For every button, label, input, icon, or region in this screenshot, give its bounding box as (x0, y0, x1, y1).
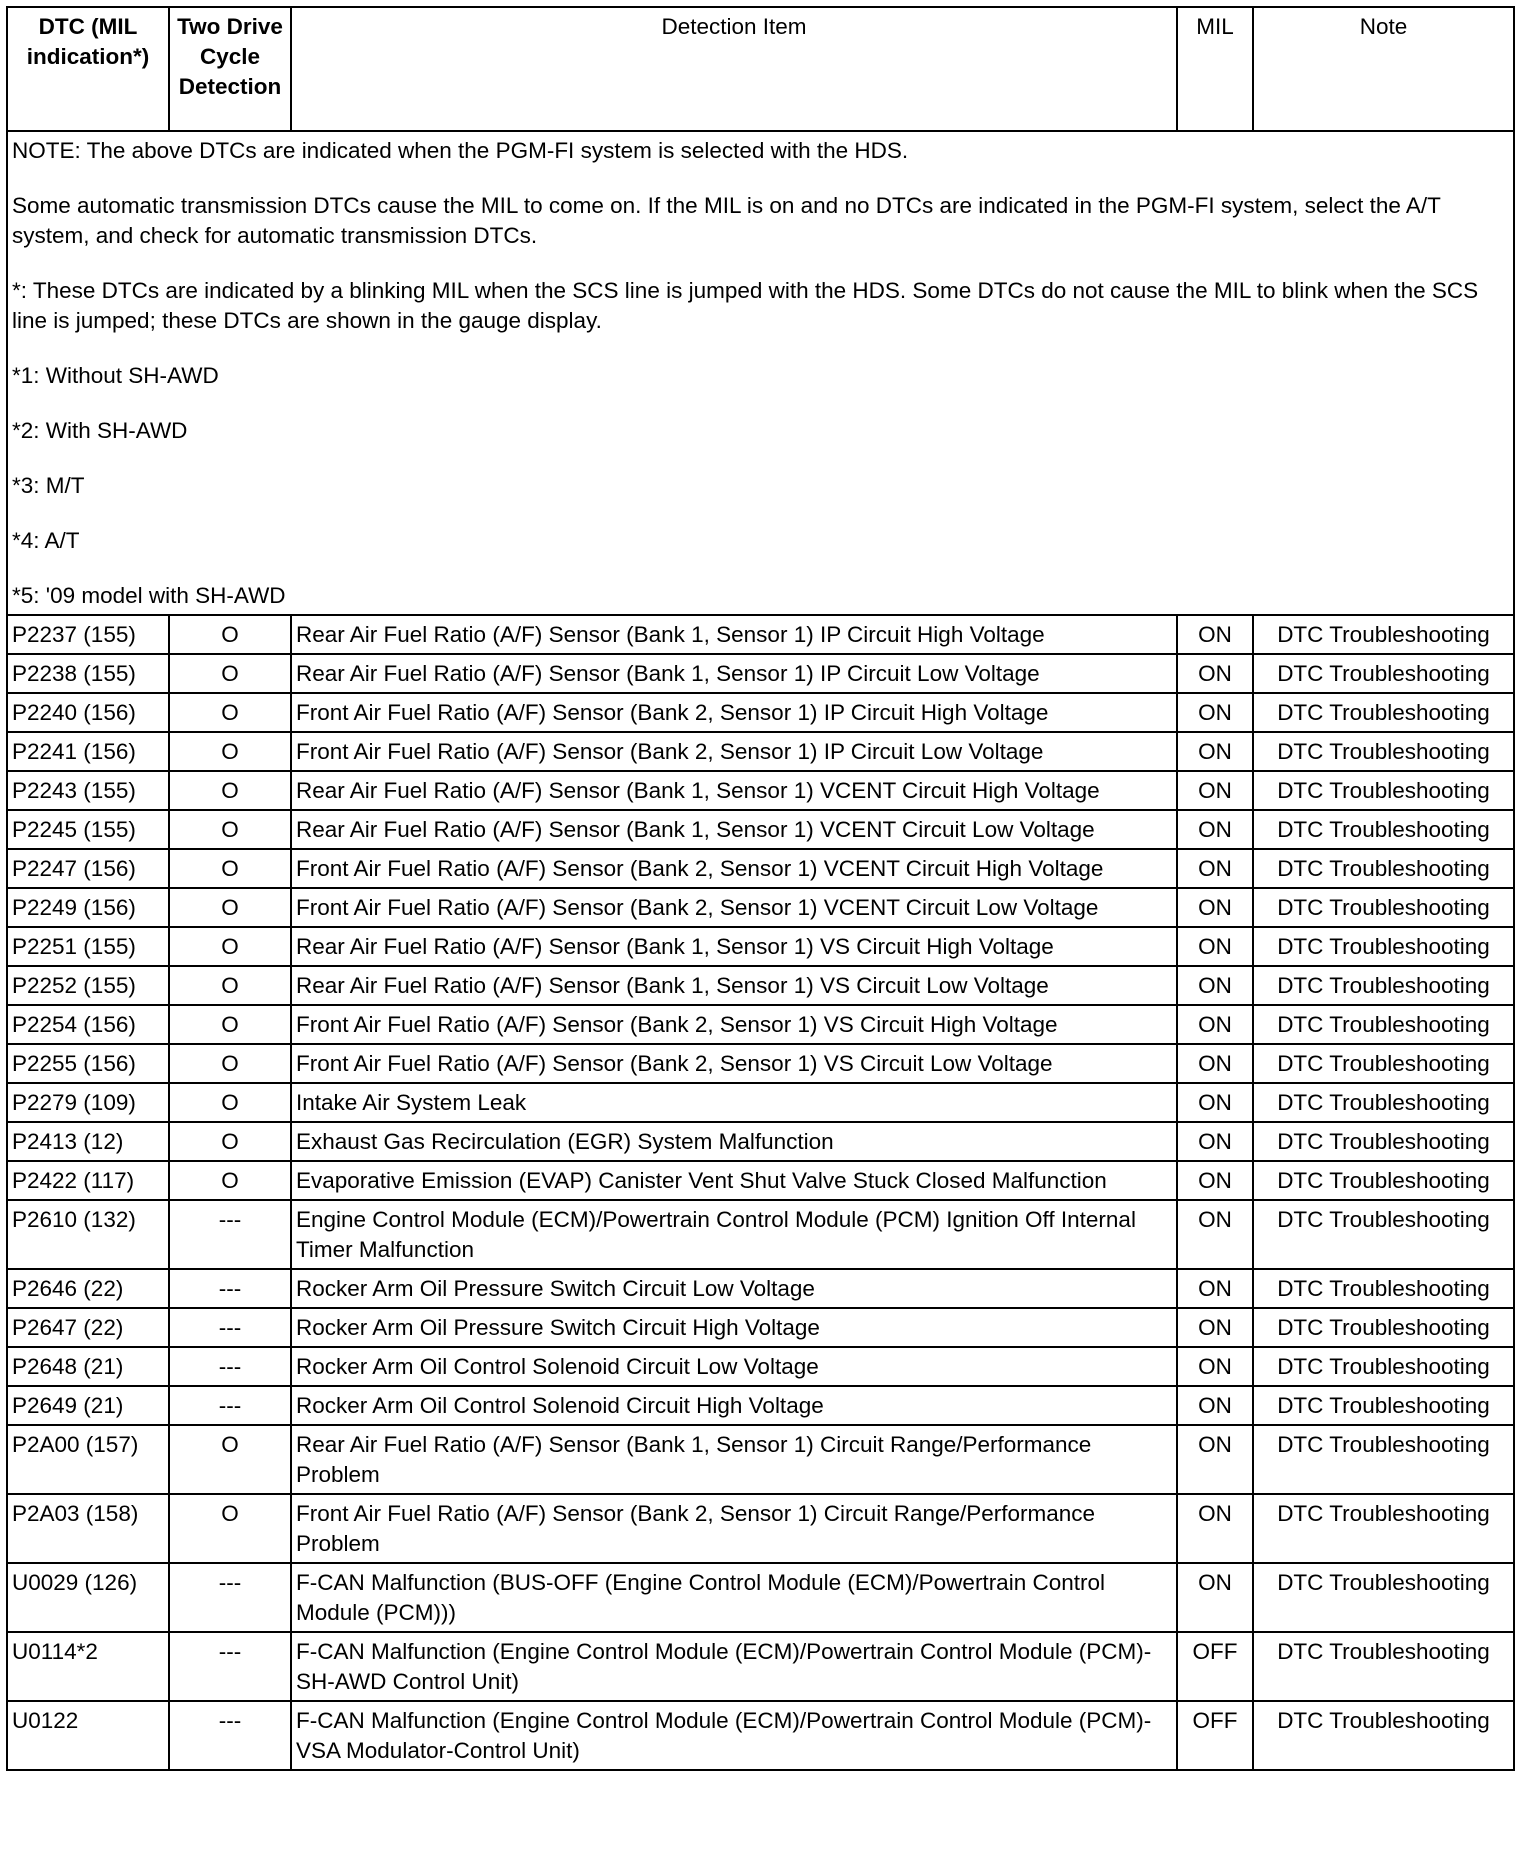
header-detection-item: Detection Item (291, 7, 1177, 131)
table-row (7, 771, 1514, 810)
detection-item-cell: Front Air Fuel Ratio (A/F) Sensor (Bank 2, Sensor 1) VS Circuit High Voltage (291, 1005, 1177, 1044)
detection-item-cell: Rear Air Fuel Ratio (A/F) Sensor (Bank 1, Sensor 1) VCENT Circuit High Voltage (291, 771, 1177, 810)
dtc-code-cell: U0114*2 (7, 1632, 169, 1701)
detection-item-cell: Front Air Fuel Ratio (A/F) Sensor (Bank 2, Sensor 1) IP Circuit High Voltage (291, 693, 1177, 732)
detection-item-cell: Front Air Fuel Ratio (A/F) Sensor (Bank 2, Sensor 1) IP Circuit Low Voltage (291, 732, 1177, 771)
mil-cell: ON (1177, 927, 1253, 966)
mil-cell: ON (1177, 1425, 1253, 1494)
dtc-code-cell: P2A00 (157) (7, 1425, 169, 1494)
table-row (7, 888, 1514, 927)
note-cell[interactable]: DTC Troubleshooting (1253, 810, 1514, 849)
table-row (7, 1347, 1514, 1386)
table-header-row (7, 7, 1514, 131)
note-cell[interactable]: DTC Troubleshooting (1253, 1701, 1514, 1770)
detection-item-cell: F-CAN Malfunction (Engine Control Module (ECM)/Powertrain Control Module (PCM)-VSA Modulator-Control Unit) (291, 1701, 1177, 1770)
two-drive-cycle-cell: --- (169, 1386, 291, 1425)
detection-item-cell: Engine Control Module (ECM)/Powertrain Control Module (PCM) Ignition Off Internal Timer Malfunction (291, 1200, 1177, 1269)
mil-cell: ON (1177, 732, 1253, 771)
two-drive-cycle-cell: O (169, 1122, 291, 1161)
two-drive-cycle-cell: --- (169, 1308, 291, 1347)
dtc-code-cell: P2646 (22) (7, 1269, 169, 1308)
dtc-code-cell: P2255 (156) (7, 1044, 169, 1083)
note-cell[interactable]: DTC Troubleshooting (1253, 771, 1514, 810)
header-note: Note (1253, 7, 1514, 131)
detection-item-cell: F-CAN Malfunction (BUS-OFF (Engine Control Module (ECM)/Powertrain Control Module (PCM))) (291, 1563, 1177, 1632)
table-row (7, 1044, 1514, 1083)
dtc-code-cell: P2237 (155) (7, 615, 169, 654)
two-drive-cycle-cell: O (169, 849, 291, 888)
note-cell[interactable]: DTC Troubleshooting (1253, 1122, 1514, 1161)
mil-cell: ON (1177, 1200, 1253, 1269)
dtc-code-cell: P2413 (12) (7, 1122, 169, 1161)
detection-item-cell: Rear Air Fuel Ratio (A/F) Sensor (Bank 1, Sensor 1) IP Circuit Low Voltage (291, 654, 1177, 693)
dtc-code-cell: P2238 (155) (7, 654, 169, 693)
mil-cell: ON (1177, 1347, 1253, 1386)
note-cell[interactable]: DTC Troubleshooting (1253, 693, 1514, 732)
note-cell[interactable]: DTC Troubleshooting (1253, 1005, 1514, 1044)
dtc-code-cell: P2247 (156) (7, 849, 169, 888)
dtc-code-cell: U0029 (126) (7, 1563, 169, 1632)
two-drive-cycle-cell: O (169, 615, 291, 654)
mil-cell: ON (1177, 1563, 1253, 1632)
table-row (7, 1632, 1514, 1701)
note-cell[interactable]: DTC Troubleshooting (1253, 888, 1514, 927)
note-cell[interactable]: DTC Troubleshooting (1253, 654, 1514, 693)
table-row (7, 966, 1514, 1005)
table-row (7, 1269, 1514, 1308)
note-cell[interactable]: DTC Troubleshooting (1253, 1563, 1514, 1632)
note-cell[interactable]: DTC Troubleshooting (1253, 1494, 1514, 1563)
mil-cell: OFF (1177, 1701, 1253, 1770)
mil-cell: ON (1177, 810, 1253, 849)
header-dtc: DTC (MIL indication*) (7, 7, 169, 131)
two-drive-cycle-cell: O (169, 1161, 291, 1200)
note-cell[interactable]: DTC Troubleshooting (1253, 849, 1514, 888)
note-paragraph: *: These DTCs are indicated by a blinking MIL when the SCS line is jumped with the HDS. Some DTCs do not cause the MIL to blink when the SCS line is jumped; these DTCs are shown in the gauge display. (12, 278, 1479, 333)
note-paragraph: *2: With SH-AWD (12, 418, 188, 443)
table-row (7, 1083, 1514, 1122)
note-paragraph: *4: A/T (12, 528, 80, 553)
two-drive-cycle-cell: O (169, 1044, 291, 1083)
table-row (7, 1425, 1514, 1494)
dtc-code-cell: P2610 (132) (7, 1200, 169, 1269)
mil-cell: ON (1177, 1269, 1253, 1308)
detection-item-cell: Rear Air Fuel Ratio (A/F) Sensor (Bank 1, Sensor 1) VS Circuit High Voltage (291, 927, 1177, 966)
dtc-code-cell: P2245 (155) (7, 810, 169, 849)
table-row (7, 1494, 1514, 1563)
two-drive-cycle-cell: O (169, 1005, 291, 1044)
note-cell[interactable]: DTC Troubleshooting (1253, 1161, 1514, 1200)
detection-item-cell: Rear Air Fuel Ratio (A/F) Sensor (Bank 1, Sensor 1) VS Circuit Low Voltage (291, 966, 1177, 1005)
document-page (6, 6, 1513, 1771)
note-cell[interactable]: DTC Troubleshooting (1253, 1386, 1514, 1425)
two-drive-cycle-cell: O (169, 1083, 291, 1122)
two-drive-cycle-cell: O (169, 810, 291, 849)
mil-cell: ON (1177, 1005, 1253, 1044)
two-drive-cycle-cell: O (169, 1494, 291, 1563)
two-drive-cycle-cell: O (169, 966, 291, 1005)
detection-item-cell: Rear Air Fuel Ratio (A/F) Sensor (Bank 1, Sensor 1) Circuit Range/Performance Problem (291, 1425, 1177, 1494)
table-row (7, 927, 1514, 966)
two-drive-cycle-cell: --- (169, 1269, 291, 1308)
detection-item-cell: Rocker Arm Oil Control Solenoid Circuit Low Voltage (291, 1347, 1177, 1386)
dtc-code-cell: P2241 (156) (7, 732, 169, 771)
mil-cell: ON (1177, 1161, 1253, 1200)
dtc-code-cell: P2249 (156) (7, 888, 169, 927)
detection-item-cell: Rear Air Fuel Ratio (A/F) Sensor (Bank 1, Sensor 1) IP Circuit High Voltage (291, 615, 1177, 654)
two-drive-cycle-cell: O (169, 927, 291, 966)
detection-item-cell: Front Air Fuel Ratio (A/F) Sensor (Bank 2, Sensor 1) VS Circuit Low Voltage (291, 1044, 1177, 1083)
note-paragraph: *3: M/T (12, 473, 85, 498)
mil-cell: ON (1177, 1386, 1253, 1425)
note-cell[interactable]: DTC Troubleshooting (1253, 1269, 1514, 1308)
note-cell[interactable]: DTC Troubleshooting (1253, 1632, 1514, 1701)
table-row (7, 615, 1514, 654)
table-row (7, 1308, 1514, 1347)
two-drive-cycle-cell: O (169, 693, 291, 732)
table-row (7, 1701, 1514, 1770)
table-row (7, 1005, 1514, 1044)
detection-item-cell: Rear Air Fuel Ratio (A/F) Sensor (Bank 1, Sensor 1) VCENT Circuit Low Voltage (291, 810, 1177, 849)
table-row (7, 1200, 1514, 1269)
mil-cell: ON (1177, 1494, 1253, 1563)
mil-cell: ON (1177, 771, 1253, 810)
detection-item-cell: Exhaust Gas Recirculation (EGR) System Malfunction (291, 1122, 1177, 1161)
note-paragraph: NOTE: The above DTCs are indicated when the PGM-FI system is selected with the HDS. (12, 138, 909, 163)
detection-item-cell: Front Air Fuel Ratio (A/F) Sensor (Bank 2, Sensor 1) Circuit Range/Performance Problem (291, 1494, 1177, 1563)
dtc-code-cell: P2648 (21) (7, 1347, 169, 1386)
detection-item-cell: Front Air Fuel Ratio (A/F) Sensor (Bank 2, Sensor 1) VCENT Circuit Low Voltage (291, 888, 1177, 927)
header-two-drive-cycle: Two Drive Cycle Detection (169, 7, 291, 131)
mil-cell: OFF (1177, 1632, 1253, 1701)
dtc-code-cell: P2279 (109) (7, 1083, 169, 1122)
table-row (7, 654, 1514, 693)
note-cell[interactable]: DTC Troubleshooting (1253, 966, 1514, 1005)
note-cell[interactable]: DTC Troubleshooting (1253, 1308, 1514, 1347)
two-drive-cycle-cell: O (169, 888, 291, 927)
note-paragraph: Some automatic transmission DTCs cause the MIL to come on. If the MIL is on and no DTCs are indicated in the PGM-FI system, select the A/T system, and check for automatic transmission DTCs. (12, 193, 1441, 248)
note-paragraph: *1: Without SH-AWD (12, 363, 219, 388)
mil-cell: ON (1177, 966, 1253, 1005)
note-cell[interactable]: DTC Troubleshooting (1253, 615, 1514, 654)
note-cell[interactable]: DTC Troubleshooting (1253, 1083, 1514, 1122)
two-drive-cycle-cell: O (169, 732, 291, 771)
two-drive-cycle-cell: --- (169, 1347, 291, 1386)
detection-item-cell: Rocker Arm Oil Pressure Switch Circuit Low Voltage (291, 1269, 1177, 1308)
mil-cell: ON (1177, 849, 1253, 888)
mil-cell: ON (1177, 888, 1253, 927)
note-cell[interactable]: DTC Troubleshooting (1253, 1347, 1514, 1386)
note-cell[interactable]: DTC Troubleshooting (1253, 732, 1514, 771)
dtc-table (6, 6, 1515, 1771)
table-row (7, 849, 1514, 888)
note-paragraph: *5: '09 model with SH-AWD (12, 583, 286, 608)
two-drive-cycle-cell: --- (169, 1632, 291, 1701)
mil-cell: ON (1177, 654, 1253, 693)
two-drive-cycle-cell: O (169, 771, 291, 810)
dtc-code-cell: P2251 (155) (7, 927, 169, 966)
table-row (7, 693, 1514, 732)
table-row (7, 1161, 1514, 1200)
detection-item-cell: Rocker Arm Oil Control Solenoid Circuit High Voltage (291, 1386, 1177, 1425)
dtc-rows (7, 615, 1514, 1770)
two-drive-cycle-cell: --- (169, 1701, 291, 1770)
detection-item-cell: Rocker Arm Oil Pressure Switch Circuit High Voltage (291, 1308, 1177, 1347)
detection-item-cell: Intake Air System Leak (291, 1083, 1177, 1122)
note-cell[interactable]: DTC Troubleshooting (1253, 1425, 1514, 1494)
notes-row (7, 131, 1514, 615)
dtc-code-cell: P2A03 (158) (7, 1494, 169, 1563)
dtc-code-cell: P2240 (156) (7, 693, 169, 732)
note-cell[interactable]: DTC Troubleshooting (1253, 1044, 1514, 1083)
mil-cell: ON (1177, 1308, 1253, 1347)
two-drive-cycle-cell: O (169, 1425, 291, 1494)
mil-cell: ON (1177, 693, 1253, 732)
mil-cell: ON (1177, 615, 1253, 654)
detection-item-cell: Front Air Fuel Ratio (A/F) Sensor (Bank 2, Sensor 1) VCENT Circuit High Voltage (291, 849, 1177, 888)
table-row (7, 1122, 1514, 1161)
notes-cell (7, 131, 1514, 615)
two-drive-cycle-cell: --- (169, 1200, 291, 1269)
detection-item-cell: Evaporative Emission (EVAP) Canister Vent Shut Valve Stuck Closed Malfunction (291, 1161, 1177, 1200)
detection-item-cell: F-CAN Malfunction (Engine Control Module (ECM)/Powertrain Control Module (PCM)-SH-AWD Control Unit) (291, 1632, 1177, 1701)
table-row (7, 810, 1514, 849)
table-row (7, 1563, 1514, 1632)
mil-cell: ON (1177, 1083, 1253, 1122)
table-row (7, 1386, 1514, 1425)
dtc-code-cell: P2243 (155) (7, 771, 169, 810)
dtc-code-cell: P2647 (22) (7, 1308, 169, 1347)
dtc-code-cell: P2649 (21) (7, 1386, 169, 1425)
dtc-code-cell: P2422 (117) (7, 1161, 169, 1200)
mil-cell: ON (1177, 1122, 1253, 1161)
note-cell[interactable]: DTC Troubleshooting (1253, 1200, 1514, 1269)
dtc-code-cell: P2254 (156) (7, 1005, 169, 1044)
two-drive-cycle-cell: --- (169, 1563, 291, 1632)
two-drive-cycle-cell: O (169, 654, 291, 693)
note-cell[interactable]: DTC Troubleshooting (1253, 927, 1514, 966)
dtc-code-cell: P2252 (155) (7, 966, 169, 1005)
dtc-code-cell: U0122 (7, 1701, 169, 1770)
mil-cell: ON (1177, 1044, 1253, 1083)
table-row (7, 732, 1514, 771)
header-mil: MIL (1177, 7, 1253, 131)
